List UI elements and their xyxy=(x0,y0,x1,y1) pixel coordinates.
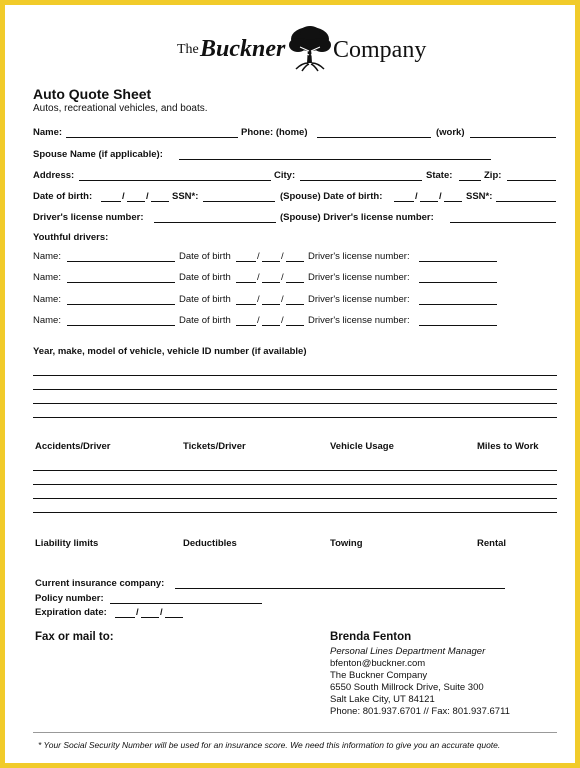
dob-day-field[interactable] xyxy=(127,191,145,202)
youthful-license-label: Driver's license number: xyxy=(308,315,410,326)
license-field[interactable] xyxy=(154,212,276,223)
youthful-dob-slash: / xyxy=(281,294,284,305)
youthful-name-field[interactable] xyxy=(67,251,175,262)
spouse-dob-label: (Spouse) Date of birth: xyxy=(280,191,383,202)
dob-year-field[interactable] xyxy=(151,191,169,202)
fax-mail-label: Fax or mail to: xyxy=(35,631,114,643)
youthful-dob-label: Date of birth xyxy=(179,272,231,283)
spouse-dob-slash-1: / xyxy=(415,191,418,202)
contact-company: The Buckner Company xyxy=(330,670,428,681)
spouse-ssn-field[interactable] xyxy=(496,191,556,202)
youthful-name-label: Name: xyxy=(33,272,61,283)
col-miles-to-work: Miles to Work xyxy=(477,441,539,452)
col-rental: Rental xyxy=(477,538,507,549)
spouse-ssn-label: SSN*: xyxy=(466,191,493,202)
youthful-license-field[interactable] xyxy=(419,251,497,262)
contact-email[interactable]: bfenton@buckner.com xyxy=(330,658,426,669)
youthful-dob-day-field[interactable] xyxy=(262,315,280,326)
logo-company: Company xyxy=(333,37,427,63)
youthful-dob-slash: / xyxy=(257,294,260,305)
youthful-license-field[interactable] xyxy=(419,272,497,283)
spouse-dob-year-field[interactable] xyxy=(444,191,462,202)
youthful-name-field[interactable] xyxy=(67,294,175,305)
form-subtitle: Autos, recreational vehicles, and boats. xyxy=(33,103,208,114)
dob-label: Date of birth: xyxy=(33,191,93,202)
youthful-dob-month-field[interactable] xyxy=(236,272,256,283)
state-label: State: xyxy=(426,170,453,181)
youthful-license-label: Driver's license number: xyxy=(308,251,410,262)
dob-slash-1: / xyxy=(122,191,125,202)
tree-icon xyxy=(288,25,332,73)
ssn-field[interactable] xyxy=(203,191,275,202)
youthful-name-label: Name: xyxy=(33,315,61,326)
expiration-day-field[interactable] xyxy=(141,607,159,618)
spouse-license-label: (Spouse) Driver's license number: xyxy=(280,212,434,223)
youthful-license-label: Driver's license number: xyxy=(308,294,410,305)
youthful-license-field[interactable] xyxy=(419,315,497,326)
youthful-dob-year-field[interactable] xyxy=(286,251,304,262)
expiration-slash-2: / xyxy=(160,607,163,618)
spouse-label: Spouse Name (if applicable): xyxy=(33,149,163,160)
usage-line-3[interactable] xyxy=(33,498,557,499)
expiration-slash-1: / xyxy=(136,607,139,618)
youthful-dob-month-field[interactable] xyxy=(236,251,256,262)
dob-month-field[interactable] xyxy=(101,191,121,202)
vehicle-line-2[interactable] xyxy=(33,389,557,390)
youthful-dob-year-field[interactable] xyxy=(286,294,304,305)
buckner-logo xyxy=(175,25,445,73)
youthful-dob-slash: / xyxy=(281,251,284,262)
phone-home-label: Phone: (home) xyxy=(241,127,308,138)
contact-name: Brenda Fenton xyxy=(330,631,412,643)
zip-label: Zip: xyxy=(484,170,502,181)
vehicle-heading: Year, make, model of vehicle, vehicle ID number (if available) xyxy=(33,346,307,357)
col-liability-limits: Liability limits xyxy=(35,538,99,549)
youthful-name-field[interactable] xyxy=(67,272,175,283)
youthful-name-label: Name: xyxy=(33,251,61,262)
expiration-year-field[interactable] xyxy=(165,607,183,618)
state-field[interactable] xyxy=(459,170,481,181)
youthful-dob-year-field[interactable] xyxy=(286,272,304,283)
city-field[interactable] xyxy=(300,170,422,181)
policy-label: Policy number: xyxy=(35,593,104,604)
spouse-license-field[interactable] xyxy=(450,212,556,223)
usage-line-4[interactable] xyxy=(33,512,557,513)
youthful-name-label: Name: xyxy=(33,294,61,305)
youthful-dob-label: Date of birth xyxy=(179,315,231,326)
contact-city: Salt Lake City, UT 84121 xyxy=(330,694,435,705)
youthful-name-field[interactable] xyxy=(67,315,175,326)
col-deductibles: Deductibles xyxy=(183,538,237,549)
usage-line-2[interactable] xyxy=(33,484,557,485)
license-label: Driver's license number: xyxy=(33,212,144,223)
youthful-dob-month-field[interactable] xyxy=(236,294,256,305)
contact-street: 6550 South Millrock Drive, Suite 300 xyxy=(330,682,484,693)
youthful-dob-slash: / xyxy=(281,315,284,326)
col-towing: Towing xyxy=(330,538,363,549)
expiration-month-field[interactable] xyxy=(115,607,135,618)
form-title: Auto Quote Sheet xyxy=(33,86,152,102)
current-insurance-label: Current insurance company: xyxy=(35,578,165,589)
youthful-dob-slash: / xyxy=(257,272,260,283)
usage-line-1[interactable] xyxy=(33,470,557,471)
contact-role: Personal Lines Department Manager xyxy=(330,646,486,657)
expiration-label: Expiration date: xyxy=(35,607,107,618)
youthful-heading: Youthful drivers: xyxy=(33,232,109,243)
youthful-dob-month-field[interactable] xyxy=(236,315,256,326)
col-tickets: Tickets/Driver xyxy=(183,441,246,452)
vehicle-line-3[interactable] xyxy=(33,403,557,404)
spouse-field[interactable] xyxy=(179,149,491,160)
phone-work-field[interactable] xyxy=(470,127,556,138)
policy-field[interactable] xyxy=(110,593,262,604)
youthful-dob-slash: / xyxy=(257,251,260,262)
work-label: (work) xyxy=(436,127,465,138)
name-field[interactable] xyxy=(66,127,238,138)
youthful-dob-day-field[interactable] xyxy=(262,272,280,283)
address-field[interactable] xyxy=(79,170,271,181)
spouse-dob-month-field[interactable] xyxy=(394,191,414,202)
col-vehicle-usage: Vehicle Usage xyxy=(330,441,394,452)
youthful-dob-label: Date of birth xyxy=(179,251,231,262)
spouse-dob-slash-2: / xyxy=(439,191,442,202)
vehicle-line-1[interactable] xyxy=(33,375,557,376)
youthful-dob-slash: / xyxy=(257,315,260,326)
zip-field[interactable] xyxy=(507,170,556,181)
logo-the: The xyxy=(177,42,199,57)
youthful-license-label: Driver's license number: xyxy=(308,272,410,283)
logo-buckner: Buckner xyxy=(200,36,286,62)
current-insurance-field[interactable] xyxy=(175,578,505,589)
ssn-label: SSN*: xyxy=(172,191,199,202)
contact-phone-fax: Phone: 801.937.6701 // Fax: 801.937.6711 xyxy=(330,706,510,717)
youthful-dob-day-field[interactable] xyxy=(262,294,280,305)
phone-home-field[interactable] xyxy=(317,127,431,138)
youthful-dob-label: Date of birth xyxy=(179,294,231,305)
city-label: City: xyxy=(274,170,296,181)
youthful-dob-year-field[interactable] xyxy=(286,315,304,326)
name-label: Name: xyxy=(33,127,63,138)
ssn-footnote: * Your Social Security Number will be used for an insurance score. We need this information to give you an accurate quote. xyxy=(38,740,501,750)
youthful-dob-day-field[interactable] xyxy=(262,251,280,262)
footer-divider xyxy=(33,732,557,733)
vehicle-line-4[interactable] xyxy=(33,417,557,418)
youthful-license-field[interactable] xyxy=(419,294,497,305)
dob-slash-2: / xyxy=(146,191,149,202)
col-accidents: Accidents/Driver xyxy=(35,441,111,452)
address-label: Address: xyxy=(33,170,75,181)
youthful-dob-slash: / xyxy=(281,272,284,283)
spouse-dob-day-field[interactable] xyxy=(420,191,438,202)
